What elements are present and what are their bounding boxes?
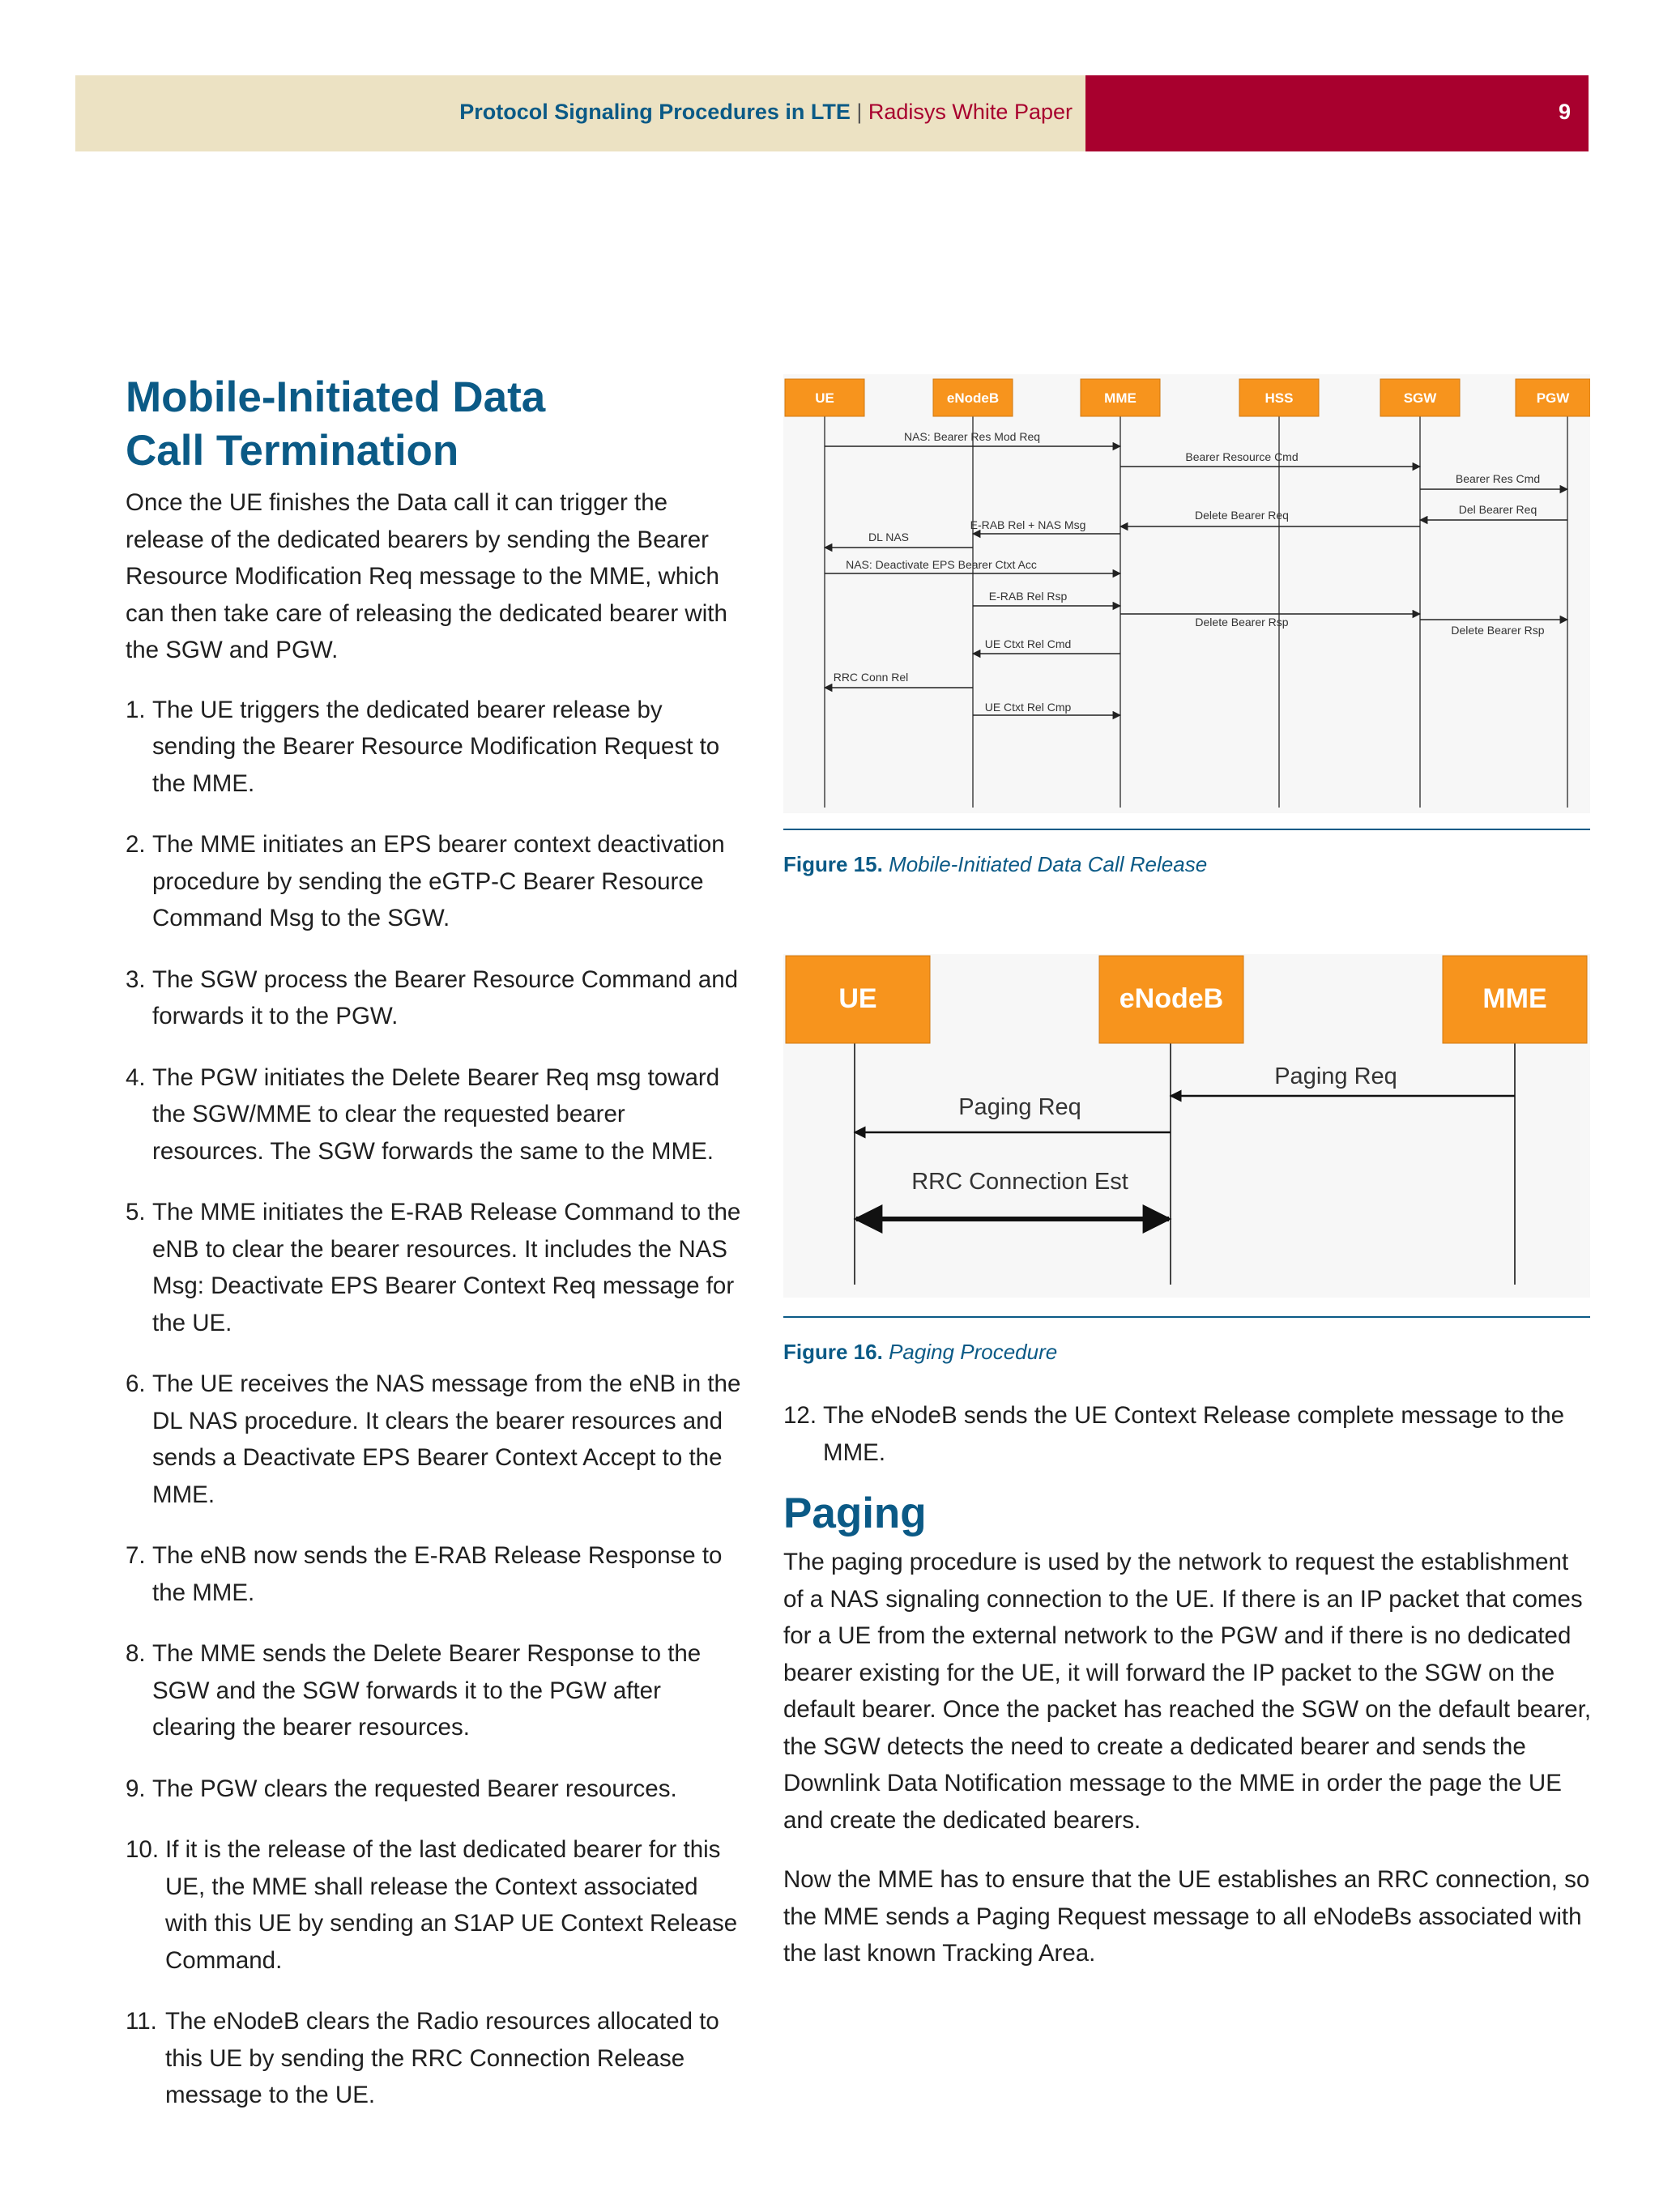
list-text: The eNodeB clears the Radio resources allocated to this UE by sending the RRC Connection Release message to the UE. (165, 2008, 719, 2108)
svg-text:Delete Bearer Rsp: Delete Bearer Rsp (1195, 616, 1289, 629)
list-number: 5. (126, 1199, 146, 1225)
list-number: 8. (126, 1640, 146, 1667)
svg-text:HSS: HSS (1265, 390, 1294, 406)
svg-text:Del Bearer Req: Del Bearer Req (1458, 503, 1537, 516)
running-header (459, 100, 1073, 125)
list-item (126, 692, 741, 803)
list-item (126, 1771, 741, 1808)
entity-enodeb (1099, 956, 1243, 1043)
svg-text:UE: UE (838, 983, 877, 1014)
caption-label: Figure 15. (783, 852, 883, 876)
page-number: 9 (1558, 100, 1571, 124)
svg-text:UE: UE (815, 390, 834, 406)
left-column (126, 371, 741, 2138)
svg-text:eNodeB: eNodeB (946, 390, 1000, 406)
list-number: 7. (126, 1542, 146, 1569)
list-number: 11. (126, 2008, 157, 2035)
list-item (783, 1397, 1593, 1471)
svg-text:NAS: Deactivate EPS Bearer Ctx: NAS: Deactivate EPS Bearer Ctxt Acc (846, 558, 1037, 571)
entity-ue (786, 956, 930, 1043)
figure-15-rule (783, 829, 1590, 830)
list-item (126, 1366, 741, 1513)
list-item (126, 826, 741, 937)
list-item (126, 1831, 741, 1979)
svg-text:Paging Req: Paging Req (958, 1094, 1081, 1120)
doc-title: Protocol Signaling Procedures in LTE (459, 100, 851, 124)
svg-text:MME: MME (1104, 390, 1137, 406)
list-text: The eNodeB sends the UE Context Release complete message to the MME. (823, 1402, 1565, 1466)
list-item (126, 1194, 741, 1341)
caption-text: Paging Procedure (889, 1340, 1058, 1364)
paging-heading: Paging (783, 1490, 927, 1537)
svg-text:E-RAB Rel + NAS Msg: E-RAB Rel + NAS Msg (970, 518, 1086, 531)
figure-15-caption (783, 852, 1207, 877)
list-number: 6. (126, 1370, 146, 1397)
figure-16-rule (783, 1316, 1590, 1318)
sequence-diagram-svg (783, 374, 1590, 813)
section-heading (126, 371, 741, 478)
list-text: The eNB now sends the E-RAB Release Response to the MME. (152, 1542, 723, 1606)
svg-text:DL NAS: DL NAS (868, 531, 910, 543)
list-number: 4. (126, 1063, 146, 1091)
list-text: The MME initiates the E-RAB Release Command to the eNB to clear the bearer resources. It includes the NAS Msg: Deactivate EPS Bearer Context Req message for the UE. (152, 1199, 741, 1336)
entity-sgw (1380, 379, 1460, 416)
svg-text:Delete Bearer Rsp: Delete Bearer Rsp (1451, 624, 1545, 637)
entity-hss (1239, 379, 1319, 416)
svg-text:eNodeB: eNodeB (1119, 983, 1224, 1014)
svg-text:E-RAB Rel Rsp: E-RAB Rel Rsp (988, 590, 1068, 603)
list-item (126, 1537, 741, 1611)
right-column (783, 1397, 1593, 1995)
list-item (126, 1635, 741, 1746)
list-number: 2. (126, 831, 146, 858)
list-number: 12. (783, 1402, 817, 1429)
figure-15-diagram (783, 374, 1590, 813)
svg-text:Bearer Res Cmd: Bearer Res Cmd (1455, 472, 1541, 485)
list-item (126, 1059, 741, 1170)
svg-text:Bearer Resource Cmd: Bearer Resource Cmd (1185, 450, 1299, 463)
figure-16-caption (783, 1340, 1057, 1365)
entity-mme (1443, 956, 1587, 1043)
list-text: The UE receives the NAS message from the eNB in the DL NAS procedure. It clears the bearer resources and sends a Deactivate EPS Bearer Context Accept to the MME. (152, 1370, 741, 1508)
figure-16-diagram (783, 954, 1590, 1298)
list-text: The UE triggers the dedicated bearer release by sending the Bearer Resource Modification Request to the MME. (152, 696, 720, 797)
svg-text:RRC Connection Est: RRC Connection Est (911, 1169, 1128, 1195)
svg-text:UE Ctxt Rel Cmd: UE Ctxt Rel Cmd (984, 637, 1072, 650)
svg-text:MME: MME (1482, 983, 1547, 1014)
list-number: 9. (126, 1775, 146, 1802)
header-page-band (1085, 75, 1589, 151)
svg-text:UE Ctxt Rel Cmp: UE Ctxt Rel Cmp (984, 701, 1072, 714)
list-item (126, 961, 741, 1035)
paging-paragraph-2: Now the MME has to ensure that the UE establishes an RRC connection, so the MME sends a Paging Request message to all eNodeBs associated with the last known Tracking Area. (783, 1866, 1590, 1967)
list-text: The MME initiates an EPS bearer context deactivation procedure by sending the eGTP-C Bearer Resource Command Msg to the SGW. (152, 831, 725, 931)
svg-text:PGW: PGW (1536, 390, 1570, 406)
entity-enodeb (933, 379, 1013, 416)
svg-text:RRC Conn Rel: RRC Conn Rel (833, 671, 909, 684)
entity-ue (785, 379, 864, 416)
entity-pgw (1516, 379, 1590, 416)
list-number: 3. (126, 965, 146, 993)
list-number: 10. (126, 1836, 160, 1863)
paging-paragraph-1: The paging procedure is used by the network to request the establishment of a NAS signaling connection to the UE. If there is an IP packet that comes for a UE from the external network to the PGW and if there is no dedicated bearer existing for the UE, it will forward the IP packet to the SGW on the default bearer. Once the packet has reached the SGW on the default bearer, the SGW detects the need to create a dedicated bearer and sends the Downlink Data Notification message to the MME in order the page the UE and create the dedicated bearers. (783, 1549, 1592, 1834)
list-text: If it is the release of the last dedicated bearer for this UE, the MME shall release the Context associated with this UE by sending an S1AP UE Context Release Command. (165, 1836, 738, 1974)
svg-text:Delete Bearer Req: Delete Bearer Req (1195, 509, 1289, 522)
svg-text:NAS: Bearer Res Mod Req: NAS: Bearer Res Mod Req (903, 430, 1041, 443)
caption-text: Mobile-Initiated Data Call Release (889, 852, 1208, 876)
list-item (126, 2003, 741, 2114)
intro-paragraph: Once the UE finishes the Data call it can trigger the release of the dedicated bearers by sending the Bearer Resource Modification Req message to the MME, which can then take care of releasing the dedicated bearer with the SGW and PGW. (126, 489, 727, 663)
header-separator: | (856, 100, 863, 124)
heading-line-2: Call Termination (126, 427, 459, 475)
list-text: The PGW initiates the Delete Bearer Req msg toward the SGW/MME to clear the requested bearer resources. The SGW forwards the same to the MME. (152, 1063, 720, 1165)
svg-text:Paging Req: Paging Req (1274, 1063, 1397, 1089)
list-text: The MME sends the Delete Bearer Response to the SGW and the SGW forwards it to the PGW after clearing the bearer resources. (152, 1640, 702, 1741)
doc-subtitle: Radisys White Paper (868, 100, 1073, 124)
svg-text:SGW: SGW (1403, 390, 1437, 406)
list-text: The SGW process the Bearer Resource Command and forwards it to the PGW. (152, 965, 739, 1029)
list-text: The PGW clears the requested Bearer resources. (152, 1775, 677, 1802)
caption-label: Figure 16. (783, 1340, 883, 1364)
paging-diagram-svg (783, 954, 1590, 1298)
entity-mme (1081, 379, 1160, 416)
list-number: 1. (126, 696, 146, 723)
heading-line-1: Mobile-Initiated Data (126, 373, 546, 421)
header-band (75, 75, 1085, 151)
